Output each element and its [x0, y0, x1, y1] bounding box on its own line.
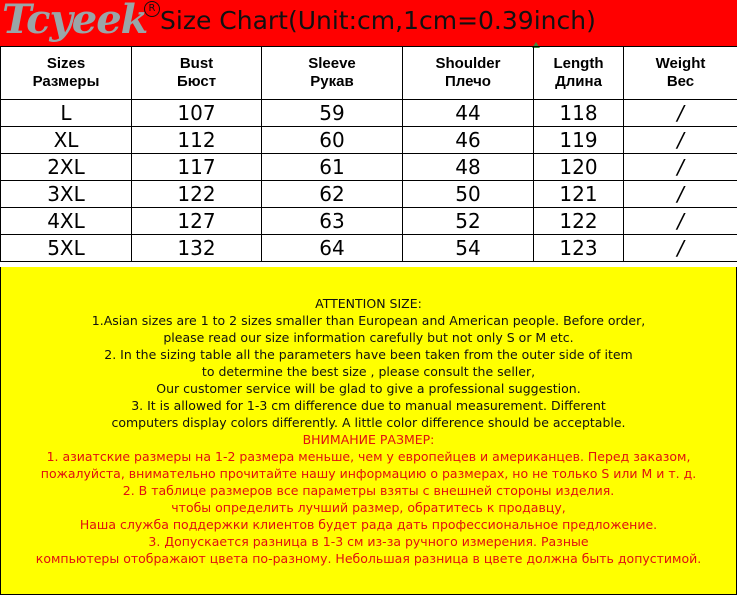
- notice-ru-line: 2. В таблице размеров все параметры взяты с внешней стороны изделия.: [122, 483, 615, 498]
- weight-cell: /: [624, 127, 737, 154]
- column-header-sizes: Sizes Размеры: [1, 47, 132, 100]
- notice-en-line: 3. It is allowed for 1-3 cm difference due to manual measurement. Different: [131, 398, 606, 413]
- brand-logo: Tcyeek: [2, 0, 148, 43]
- notice-en-line: 1.Asian sizes are 1 to 2 sizes smaller than European and American people. Before order,: [91, 313, 646, 328]
- weight-cell: /: [624, 235, 737, 262]
- shoulder-cell: 48: [403, 154, 534, 181]
- shoulder-cell: 46: [403, 127, 534, 154]
- notice-en-line: Our customer service will be glad to give a professional suggestion.: [156, 381, 581, 396]
- notice-ru-line: 3. Допускается разница в 1-3 см из-за ручного измерения. Разные: [148, 534, 589, 549]
- notice-ru-line: чтобы определить лучший размер, обратитесь к продавцу,: [171, 500, 566, 515]
- column-header-length: Length Длина: [534, 47, 624, 100]
- notice-ru-line: 1. азиатские размеры на 1-2 размера меньше, чем у европейцев и американцев. Перед заказом,: [46, 449, 691, 464]
- shoulder-cell: 50: [403, 181, 534, 208]
- notice-en-line: please read our size information carefully but not only S or M etc.: [163, 330, 574, 345]
- length-cell: 122: [534, 208, 624, 235]
- notice-en-line: 2. In the sizing table all the parameters have been taken from the outer side of item: [104, 347, 633, 362]
- length-cell: 119: [534, 127, 624, 154]
- column-header-bust: Bust Бюст: [132, 47, 262, 100]
- sleeve-cell: 62: [262, 181, 403, 208]
- registered-mark-icon: R: [144, 1, 160, 17]
- notice-en-line: to determine the best size , please consult the seller,: [201, 364, 536, 379]
- size-cell: 4XL: [1, 208, 132, 235]
- sleeve-cell: 59: [262, 100, 403, 127]
- bust-cell: 117: [132, 154, 262, 181]
- table-row: [1, 154, 737, 181]
- shoulder-cell: 54: [403, 235, 534, 262]
- length-cell: 123: [534, 235, 624, 262]
- size-cell: 3XL: [1, 181, 132, 208]
- length-cell: 118: [534, 100, 624, 127]
- size-cell: XL: [1, 127, 132, 154]
- column-header-weight: Weight Вес: [624, 47, 737, 100]
- shoulder-cell: 52: [403, 208, 534, 235]
- column-header-shoulder: Shoulder Плечо: [403, 47, 534, 100]
- weight-cell: /: [624, 100, 737, 127]
- size-cell: 2XL: [1, 154, 132, 181]
- table-header-row: [1, 47, 737, 100]
- size-cell: L: [1, 100, 132, 127]
- weight-cell: /: [624, 181, 737, 208]
- size-cell: 5XL: [1, 235, 132, 262]
- table-row: [1, 208, 737, 235]
- table-row: [1, 100, 737, 127]
- weight-cell: /: [624, 208, 737, 235]
- notice-ru-heading: ВНИМАНИЕ РАЗМЕР:: [302, 432, 435, 447]
- notice-ru-line: пожалуйста, внимательно прочитайте нашу информацию о размерах, но не только S или M и т. д.: [40, 466, 697, 481]
- table-row: [1, 181, 737, 208]
- notice-en-heading: ATTENTION SIZE:: [315, 296, 422, 311]
- sleeve-cell: 60: [262, 127, 403, 154]
- notice-en-line: computers display colors differently. A little color difference should be acceptable.: [111, 415, 626, 430]
- length-cell: 121: [534, 181, 624, 208]
- notice-ru-line: Наша служба поддержки клиентов будет рада дать профессиональное предложение.: [79, 517, 658, 532]
- sleeve-cell: 63: [262, 208, 403, 235]
- bust-cell: 107: [132, 100, 262, 127]
- table-row: [1, 127, 737, 154]
- attention-notice: [0, 267, 737, 595]
- page-title: Size Chart(Unit:cm,1cm=0.39inch): [160, 6, 596, 35]
- table-row: [1, 235, 737, 262]
- column-header-sleeve: Sleeve Рукав: [262, 47, 403, 100]
- notice-ru-line: компьютеры отображают цвета по-разному. Небольшая разница в цвете должна быть допустимой.: [35, 551, 702, 566]
- shoulder-cell: 44: [403, 100, 534, 127]
- bust-cell: 122: [132, 181, 262, 208]
- bust-cell: 127: [132, 208, 262, 235]
- sleeve-cell: 61: [262, 154, 403, 181]
- header-banner: [0, 0, 737, 46]
- bust-cell: 112: [132, 127, 262, 154]
- length-cell: 120: [534, 154, 624, 181]
- bust-cell: 132: [132, 235, 262, 262]
- weight-cell: /: [624, 154, 737, 181]
- sleeve-cell: 64: [262, 235, 403, 262]
- size-table: [0, 46, 737, 262]
